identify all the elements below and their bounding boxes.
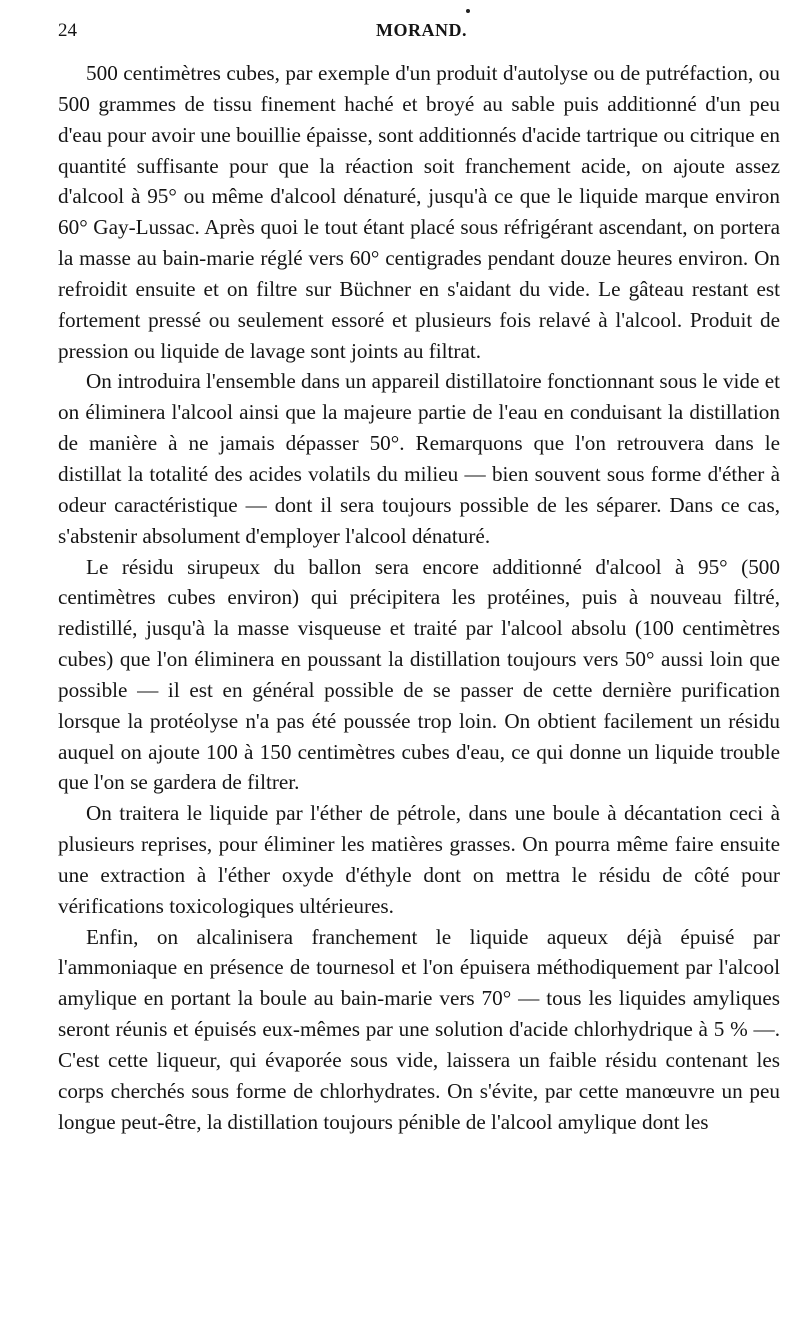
paragraph-3: Le résidu sirupeux du ballon sera encore additionné d'alcool à 95° (500 centimètres cubes environ) qui précipitera les protéines, puis à nouveau filtré, redistillé, jusqu'à la masse visqueuse et traité par l'alcool absolu (100 centimètres cubes) que l'on éliminera en poussant la distillation toujours vers 50° aussi loin que possible — il est en général possible de se passer de cette dernière purification lorsque la protéolyse n'a pas été poussée trop loin. On obtient facilement un résidu auquel on ajoute 100 à 150 centimètres cubes d'eau, ce qui donne un liquide trouble que l'on se gardera de filtrer.: [58, 554, 780, 795]
paragraph-5: Enfin, on alcalinisera franchement le liquide aqueux déjà épuisé par l'ammoniaque en présence de tournesol et l'on épuisera méthodiquement par l'alcool amylique en portant la boule au bain-marie vers 70° — tous les liquides amyliques seront réunis et épuisés eux-mêmes par une solution d'acide chlorhydrique à 5 % —. C'est cette liqueur, qui évaporée sous vide, laissera un faible résidu contenant les corps cherchés sous forme de chlorhydrates. On s'évite, par cette manœuvre un peu longue peut-être, la distillation toujours pénible de l'alcool amylique dont les: [58, 924, 780, 1134]
paragraph-2: On introduira l'ensemble dans un appareil distillatoire fonctionnant sous le vide et on éliminera l'alcool ainsi que la majeure partie de l'eau en conduisant la distillation de manière à ne jamais dépasser 50°. Remarquons que l'on retrouvera dans le distillat la totalité des acides volatils du milieu — bien souvent sous forme d'éther à odeur caractéristique — dont il sera toujours possible de les séparer. Dans ce cas, s'abstenir absolument d'employer l'alcool dénaturé.: [58, 369, 781, 548]
running-head: MORAND.: [376, 20, 467, 40]
paragraph-4: On traitera le liquide par l'éther de pétrole, dans une boule à décantation ceci à plusieurs reprises, pour éliminer les matières grasses. On pourra même faire ensuite une extraction à l'éther oxyde d'éthyle dont on mettra le résidu de côté pour vérifications toxicologiques ultérieures.: [58, 801, 780, 918]
print-speck: [466, 9, 470, 13]
page-number: 24: [58, 20, 77, 41]
page-header: [58, 20, 778, 50]
body-text: [58, 58, 780, 1138]
paragraph-1: 500 centimètres cubes, par exemple d'un produit d'autolyse ou de putréfaction, ou 500 grammes de tissu finement haché et broyé au sable puis additionné d'un peu d'eau pour avoir une bouillie épaisse, sont additionnés d'acide tartrique ou citrique en quantité suffisante pour que la réaction soit franchement acide, on ajoute assez d'alcool à 95° ou même d'alcool dénaturé, jusqu'à ce que le liquide marque environ 60° Gay-Lussac. Après quoi le tout étant placé sous réfrigérant ascendant, on portera la masse au bain-marie réglé vers 60° centigrades pendant douze heures environ. On refroidit ensuite et on filtre sur Büchner en s'aidant du vide. Le gâteau restant est fortement pressé ou seulement essoré et plusieurs fois relavé à l'alcool. Produit de pression ou liquide de lavage sont joints au filtrat.: [58, 61, 780, 363]
